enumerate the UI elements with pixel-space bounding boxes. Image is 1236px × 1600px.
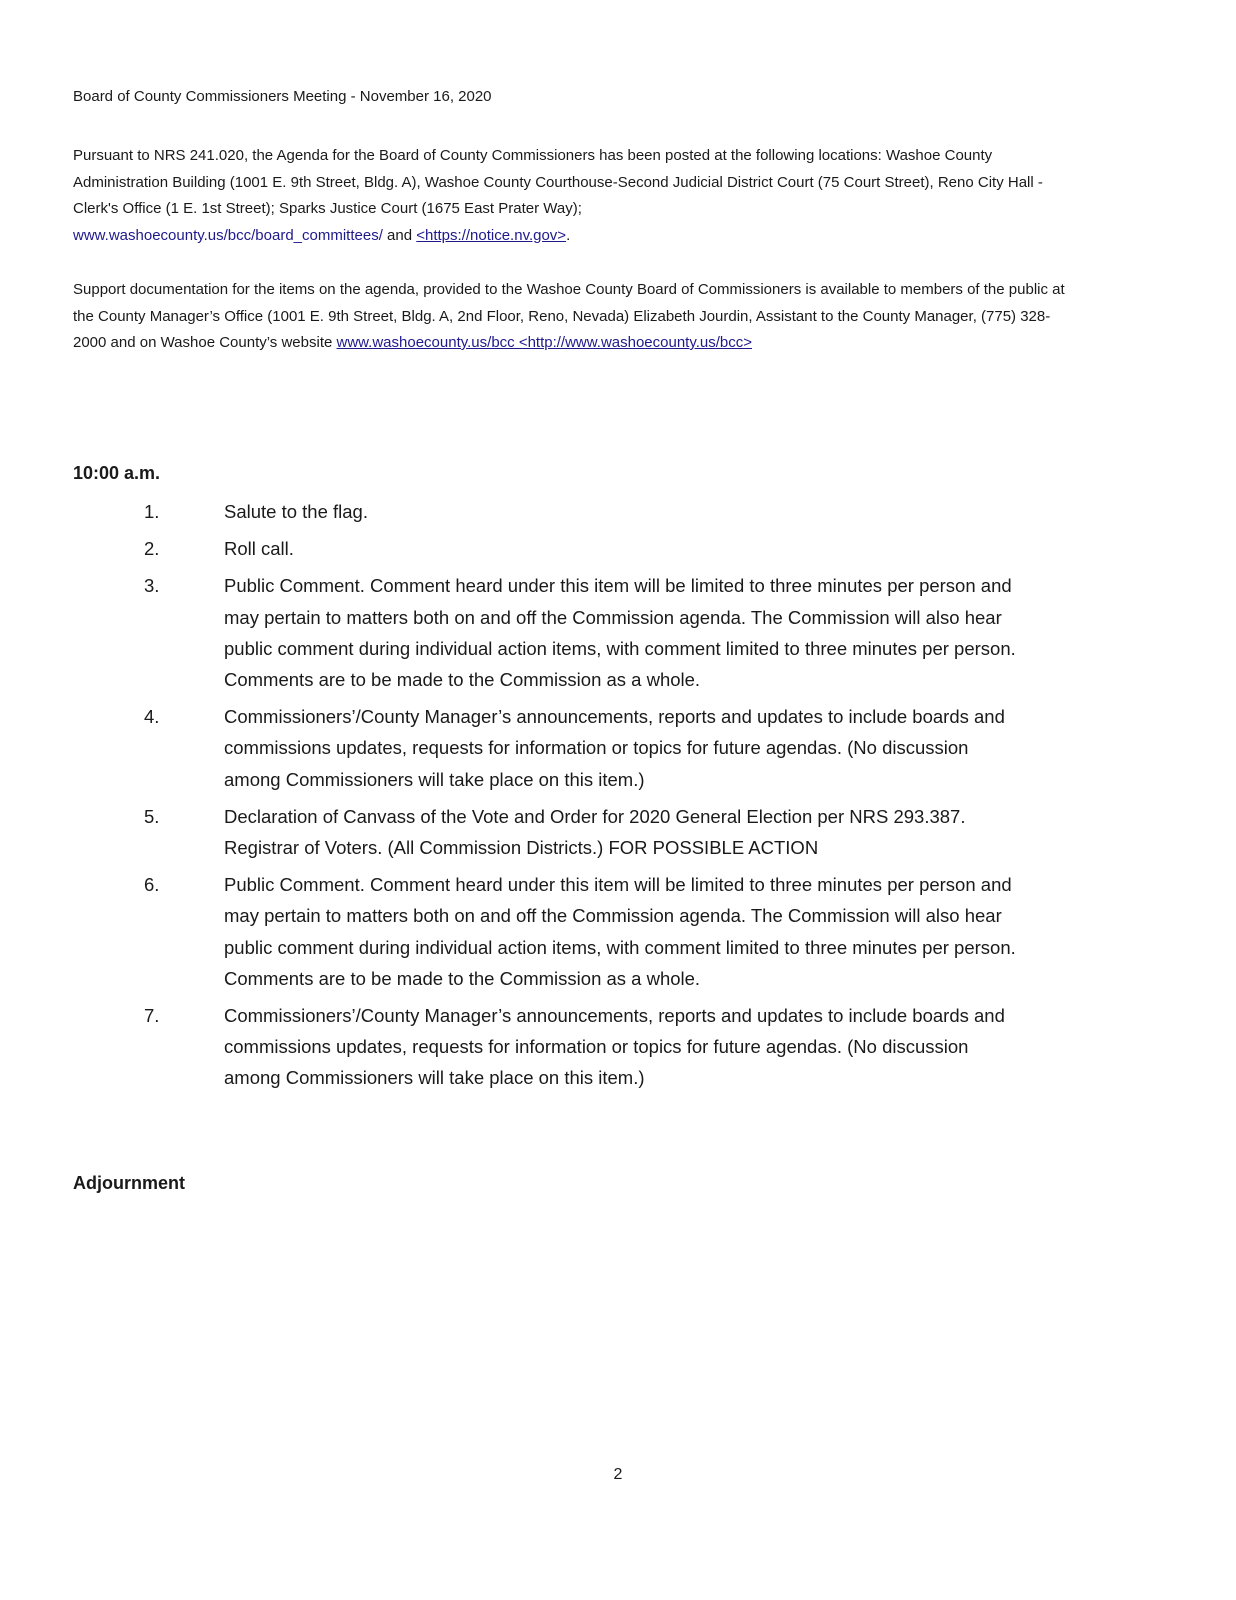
agenda-item (0, 1000, 1236, 1094)
agenda-item-number: 5. (144, 805, 160, 827)
agenda-item-number: 2. (144, 538, 160, 560)
agenda-item (0, 533, 1236, 564)
agenda-item (0, 801, 1236, 863)
agenda-item-text: Roll call. (224, 538, 294, 560)
agenda-item-text: Public Comment. Comment heard under this item will be limited to three minutes per person and may pertain to matters both on and off the Commission agenda. The Commission will also hear public comment during individual action items, with comment limited to three minutes per person. Comments are to be made to the Commission as a whole. (224, 874, 1016, 989)
support-documentation-notice (73, 277, 1073, 357)
posting-text: Pursuant to NRS 241.020, the Agenda for the Board of County Commissioners has been posted at the following locations: Washoe County Administration Building (1001 E. 9th Street, Bldg. A), Washoe County Courthouse-Second Judicial District Court (75 Court Street), Reno City Hall - Clerk's Office (1 E. 1st Street); Sparks Justice Court (1675 East Prater Way); (73, 147, 1043, 217)
agenda-item (0, 496, 1236, 527)
agenda-item (0, 869, 1236, 994)
agenda-item (0, 570, 1236, 695)
agenda-item-number: 7. (144, 1005, 160, 1027)
meeting-title: Board of County Commissioners Meeting - November 16, 2020 (73, 88, 492, 105)
agenda-item-number: 6. (144, 874, 160, 896)
notice-nv-link[interactable]: <https://notice.nv.gov> (416, 226, 567, 244)
agenda-item (0, 701, 1236, 795)
posting-end: . (566, 226, 571, 244)
agenda-item-number: 3. (144, 575, 160, 597)
agenda-item-number: 1. (144, 501, 160, 522)
agenda-item-text: Salute to the flag. (224, 501, 368, 522)
agenda-item-text: Public Comment. Comment heard under this item will be limited to three minutes per person and may pertain to matters both on and off the Commission agenda. The Commission will also hear public comment during individual action items, with comment limited to three minutes per person. Comments are to be made to the Commission as a whole. (224, 575, 1016, 691)
agenda-time-heading: 10:00 a.m. (73, 463, 161, 483)
agenda-item-text: Commissioners’/County Manager’s announcements, reports and updates to include boards and commissions updates, requests for information or topics for future agendas. (No discussion among Commissioners will take place on this item.) (224, 1005, 1005, 1089)
agenda-list (0, 496, 1236, 1100)
bcc-website-link[interactable]: www.washoecounty.us/bcc <http://www.washoecounty.us/bcc> (336, 334, 753, 351)
support-text: Support documentation for the items on the agenda, provided to the Washoe County Board of Commissioners is available to members of the public at the County Manager’s Office (1001 E. 9th Street, Bldg. A, 2nd Floor, Reno, Nevada) Elizabeth Jourdin, Assistant to the County Manager, (775) 328-2000 and on Washoe County’s website (73, 281, 1065, 351)
agenda-item-text: Commissioners’/County Manager’s announcements, reports and updates to include boards and commissions updates, requests for information or topics for future agendas. (No discussion among Commissioners will take place on this item.) (224, 706, 1005, 790)
board-committees-link[interactable]: www.washoecounty.us/bcc/board_committees/ (73, 226, 383, 244)
adjournment-heading: Adjournment (73, 1173, 185, 1193)
agenda-item-text: Declaration of Canvass of the Vote and Order for 2020 General Election per NRS 293.387. Registrar of Voters. (All Commission Districts.) FOR POSSIBLE ACTION (224, 805, 966, 859)
agenda-item-number: 4. (144, 706, 160, 728)
page-number: 2 (613, 1466, 623, 1483)
posting-notice (73, 143, 1073, 249)
posting-and: and (382, 226, 417, 244)
